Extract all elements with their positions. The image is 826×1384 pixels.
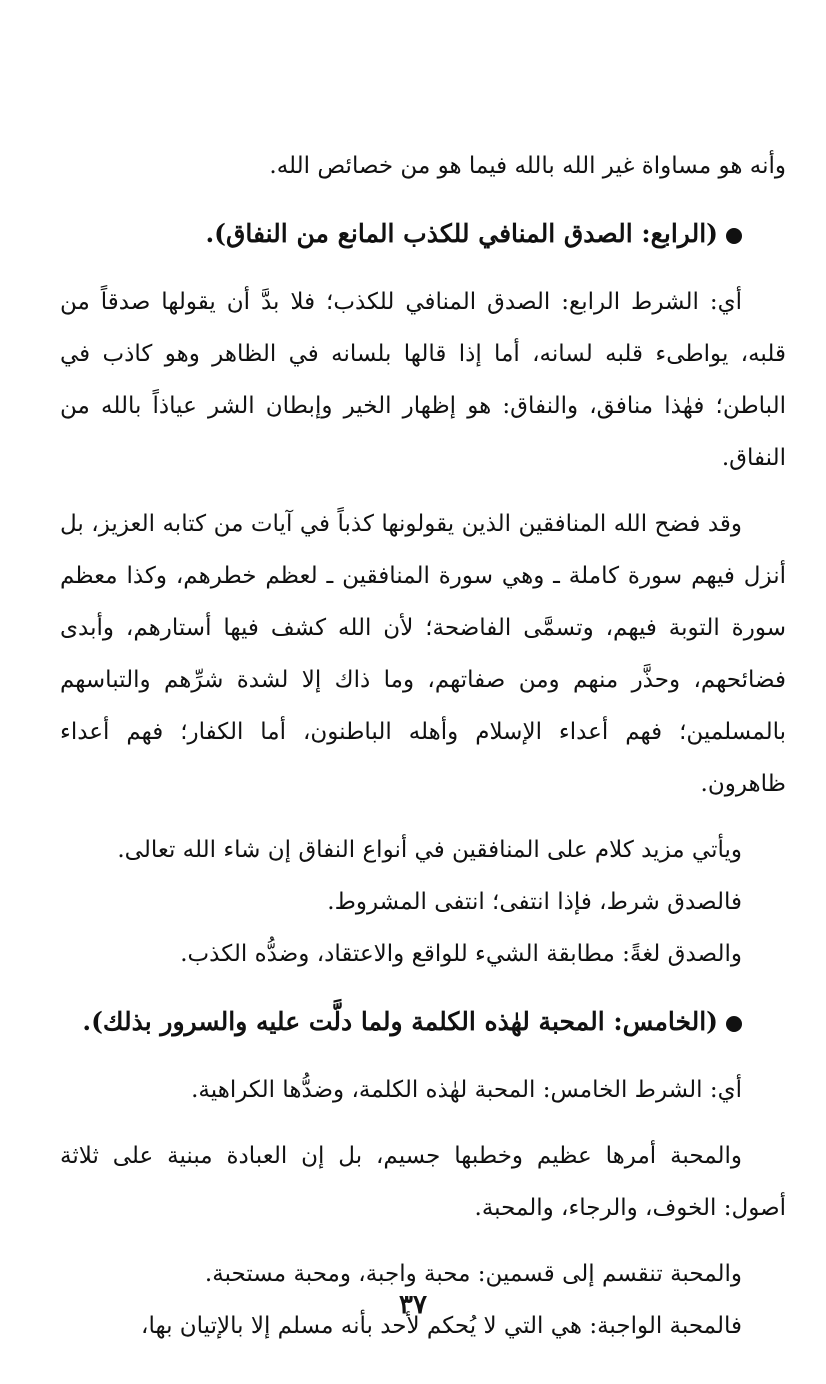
paragraph-truth-condition: فالصدق شرط، فإذا انتفى؛ انتفى المشروط. <box>327 889 742 915</box>
section-heading-fifth <box>60 996 786 1048</box>
body-text <box>60 140 786 1352</box>
bullet-icon <box>726 1016 742 1032</box>
page-number: ٣٧ <box>399 1290 427 1320</box>
bullet-icon <box>726 228 742 244</box>
heading-text: (الخامس: المحبة لهٰذه الكلمة ولما دلَّت عليه والسرور بذلك). <box>82 1007 718 1036</box>
paragraph-love-importance: والمحبة أمرها عظيم وخطبها جسيم، بل إن العبادة مبنية على ثلاثة أصول: الخوف، والرجاء، والمحبة. <box>60 1143 786 1221</box>
heading-text: (الرابع: الصدق المنافي للكذب المانع من النفاق). <box>205 219 718 248</box>
paragraph-hypocrites: وقد فضح الله المنافقين الذين يقولونها كذباً في آيات من كتابه العزيز، بل أنزل فيهم سورة كاملة ـ وهي سورة المنافقين ـ لعظم خطرهم، وكذا معظم سورة التوبة فيهم، وتسمَّى الفاضحة؛ لأن الله كشف فيها أستارهم، وأبدى فضائحهم، وحذَّر منهم ومن صفاتهم، وما ذاك إلا لشدة شرِّهم والتباسهم بالمسلمين؛ فهم أعداء الإسلام وأهله الباطنون، أما الكفار؛ فهم أعداء ظاهرون. <box>60 511 786 797</box>
paragraph-continuation: وأنه هو مساواة غير الله بالله فيما هو من خصائص الله. <box>269 153 786 179</box>
paragraph-truth-definition: والصدق لغةً: مطابقة الشيء للواقع والاعتقاد، وضدُّه الكذب. <box>180 941 742 967</box>
paragraph-more-on-hypocrisy: ويأتي مزيد كلام على المنافقين في أنواع النفاق إن شاء الله تعالى. <box>117 837 742 863</box>
paragraph-obligatory-love: فالمحبة الواجبة: هي التي لا يُحكم لأحد بأنه مسلم إلا بالإتيان بها، <box>141 1313 742 1339</box>
section-heading-fourth <box>60 208 786 260</box>
paragraph-fourth-condition: أي: الشرط الرابع: الصدق المنافي للكذب؛ فلا بدَّ أن يقولها صدقاً من قلبه، يواطىء قلبه لسانه، أما إذا قالها بلسانه في الظاهر وهو كاذب في الباطن؛ فهٰذا منافق، والنفاق: هو إظهار الخير وإبطان الشر عياذاً بالله من النفاق. <box>60 289 786 471</box>
paragraph-fifth-condition: أي: الشرط الخامس: المحبة لهٰذه الكلمة، وضدُّها الكراهية. <box>191 1077 742 1103</box>
paragraph-love-types: والمحبة تنقسم إلى قسمين: محبة واجبة، ومحبة مستحبة. <box>204 1261 742 1287</box>
